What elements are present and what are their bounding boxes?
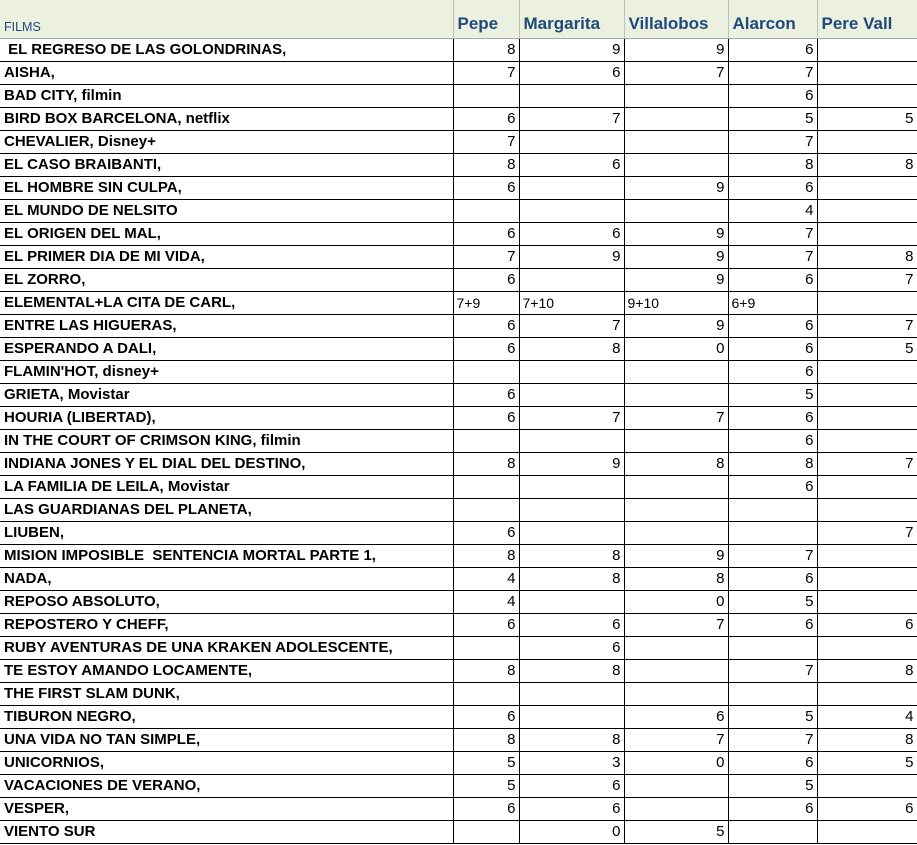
score-cell-villalobos[interactable] [624, 84, 728, 107]
header-cell-pere-vall[interactable]: Pere Vall [817, 0, 917, 38]
score-cell-alarcon[interactable]: 6 [728, 84, 817, 107]
table-row [0, 636, 917, 659]
score-cell-alarcon[interactable]: 7 [728, 728, 817, 751]
film-title-cell[interactable]: MISION IMPOSIBLE SENTENCIA MORTAL PARTE 1, [0, 544, 453, 567]
score-cell-pepe[interactable]: 6 [453, 613, 519, 636]
film-title-cell[interactable]: VIENTO SUR [0, 820, 453, 843]
score-cell-villalobos[interactable] [624, 107, 728, 130]
film-title-cell[interactable]: EL PRIMER DIA DE MI VIDA, [0, 245, 453, 268]
score-cell-alarcon[interactable]: 8 [728, 153, 817, 176]
score-cell-alarcon[interactable] [728, 521, 817, 544]
score-cell-pere-vall[interactable]: 8 [817, 728, 917, 751]
score-cell-villalobos[interactable] [624, 199, 728, 222]
score-cell-pere-vall[interactable] [817, 429, 917, 452]
table-row [0, 222, 917, 245]
score-cell-alarcon[interactable]: 6 [728, 268, 817, 291]
score-cell-villalobos[interactable]: 0 [624, 751, 728, 774]
score-cell-villalobos[interactable]: 0 [624, 590, 728, 613]
score-cell-pere-vall[interactable] [817, 84, 917, 107]
score-cell-alarcon[interactable]: 5 [728, 774, 817, 797]
header-cell-villalobos[interactable]: Villalobos [624, 0, 728, 38]
score-cell-margarita[interactable]: 7+10 [519, 291, 624, 314]
score-cell-pepe[interactable]: 6 [453, 314, 519, 337]
score-cell-pere-vall[interactable] [817, 406, 917, 429]
score-cell-pepe[interactable]: 6 [453, 222, 519, 245]
score-cell-margarita[interactable] [519, 590, 624, 613]
film-title-cell[interactable]: GRIETA, Movistar [0, 383, 453, 406]
score-cell-pere-vall[interactable] [817, 360, 917, 383]
score-cell-pere-vall[interactable] [817, 291, 917, 314]
table-row [0, 176, 917, 199]
table-row [0, 659, 917, 682]
score-cell-margarita[interactable] [519, 130, 624, 153]
score-cell-margarita[interactable] [519, 521, 624, 544]
table-row [0, 199, 917, 222]
score-cell-alarcon[interactable]: 6 [728, 360, 817, 383]
score-cell-margarita[interactable]: 7 [519, 314, 624, 337]
score-cell-pepe[interactable]: 6 [453, 107, 519, 130]
score-cell-villalobos[interactable]: 7 [624, 61, 728, 84]
score-cell-villalobos[interactable] [624, 774, 728, 797]
table-row [0, 521, 917, 544]
table-row [0, 567, 917, 590]
score-cell-pepe[interactable]: 6 [453, 797, 519, 820]
score-cell-alarcon[interactable] [728, 636, 817, 659]
table-row [0, 360, 917, 383]
score-cell-alarcon[interactable] [728, 682, 817, 705]
header-cell-margarita[interactable]: Margarita [519, 0, 624, 38]
score-cell-villalobos[interactable]: 8 [624, 452, 728, 475]
score-cell-pepe[interactable]: 6 [453, 383, 519, 406]
score-cell-pepe[interactable] [453, 475, 519, 498]
score-cell-pere-vall[interactable] [817, 498, 917, 521]
score-cell-pere-vall[interactable]: 7 [817, 521, 917, 544]
score-cell-margarita[interactable] [519, 84, 624, 107]
score-cell-pepe[interactable]: 7 [453, 130, 519, 153]
film-title-cell[interactable]: REPOSO ABSOLUTO, [0, 590, 453, 613]
score-cell-pere-vall[interactable] [817, 61, 917, 84]
score-cell-pere-vall[interactable]: 7 [817, 314, 917, 337]
table-row [0, 429, 917, 452]
score-cell-pepe[interactable] [453, 429, 519, 452]
score-cell-margarita[interactable]: 9 [519, 245, 624, 268]
header-cell-alarcon[interactable]: Alarcon [728, 0, 817, 38]
table-row [0, 774, 917, 797]
score-cell-villalobos[interactable] [624, 475, 728, 498]
table-row [0, 797, 917, 820]
score-cell-pepe[interactable]: 6 [453, 521, 519, 544]
score-cell-alarcon[interactable]: 6 [728, 314, 817, 337]
table-row [0, 38, 917, 61]
score-cell-villalobos[interactable] [624, 682, 728, 705]
score-cell-pepe[interactable]: 6 [453, 176, 519, 199]
score-cell-pepe[interactable]: 6 [453, 705, 519, 728]
score-cell-pere-vall[interactable]: 8 [817, 245, 917, 268]
score-cell-margarita[interactable]: 6 [519, 222, 624, 245]
table-row [0, 728, 917, 751]
score-cell-pere-vall[interactable] [817, 199, 917, 222]
score-cell-pere-vall[interactable]: 8 [817, 153, 917, 176]
score-cell-villalobos[interactable] [624, 797, 728, 820]
score-cell-villalobos[interactable]: 9+10 [624, 291, 728, 314]
score-cell-villalobos[interactable]: 9 [624, 222, 728, 245]
score-cell-villalobos[interactable]: 9 [624, 314, 728, 337]
score-cell-alarcon[interactable]: 6 [728, 797, 817, 820]
score-cell-alarcon[interactable]: 8 [728, 452, 817, 475]
score-cell-margarita[interactable]: 6 [519, 61, 624, 84]
score-cell-pepe[interactable] [453, 820, 519, 843]
score-cell-margarita[interactable]: 0 [519, 820, 624, 843]
score-cell-villalobos[interactable]: 6 [624, 705, 728, 728]
score-cell-alarcon[interactable]: 6 [728, 38, 817, 61]
film-title-cell[interactable]: CHEVALIER, Disney+ [0, 130, 453, 153]
score-cell-margarita[interactable]: 8 [519, 659, 624, 682]
score-cell-pepe[interactable] [453, 498, 519, 521]
score-cell-pepe[interactable]: 4 [453, 567, 519, 590]
score-cell-villalobos[interactable]: 7 [624, 613, 728, 636]
film-title-cell[interactable]: VESPER, [0, 797, 453, 820]
score-cell-alarcon[interactable]: 6 [728, 567, 817, 590]
table-row [0, 452, 917, 475]
table-row [0, 130, 917, 153]
table-row [0, 544, 917, 567]
score-cell-pere-vall[interactable] [817, 176, 917, 199]
score-cell-alarcon[interactable]: 7 [728, 659, 817, 682]
score-cell-pepe[interactable]: 7+9 [453, 291, 519, 314]
score-cell-pere-vall[interactable] [817, 383, 917, 406]
score-cell-margarita[interactable] [519, 682, 624, 705]
score-cell-pepe[interactable] [453, 84, 519, 107]
score-cell-margarita[interactable] [519, 475, 624, 498]
table-row [0, 475, 917, 498]
score-cell-alarcon[interactable]: 6 [728, 176, 817, 199]
score-cell-pere-vall[interactable] [817, 820, 917, 843]
film-title-cell[interactable]: LA FAMILIA DE LEILA, Movistar [0, 475, 453, 498]
score-cell-alarcon[interactable]: 7 [728, 544, 817, 567]
score-cell-pepe[interactable] [453, 636, 519, 659]
score-cell-villalobos[interactable]: 0 [624, 337, 728, 360]
score-cell-pepe[interactable]: 5 [453, 774, 519, 797]
score-cell-margarita[interactable]: 6 [519, 613, 624, 636]
score-cell-margarita[interactable]: 9 [519, 38, 624, 61]
score-cell-pepe[interactable]: 6 [453, 337, 519, 360]
header-row [0, 0, 917, 38]
score-cell-margarita[interactable]: 8 [519, 337, 624, 360]
table-row [0, 291, 917, 314]
score-cell-alarcon[interactable]: 6 [728, 751, 817, 774]
score-cell-villalobos[interactable]: 9 [624, 245, 728, 268]
film-title-cell[interactable]: EL CASO BRAIBANTI, [0, 153, 453, 176]
film-title-cell[interactable]: EL HOMBRE SIN CULPA, [0, 176, 453, 199]
score-cell-pere-vall[interactable]: 5 [817, 107, 917, 130]
score-cell-alarcon[interactable]: 4 [728, 199, 817, 222]
table-row [0, 337, 917, 360]
score-cell-villalobos[interactable] [624, 659, 728, 682]
score-cell-pepe[interactable]: 8 [453, 728, 519, 751]
film-title-cell[interactable]: IN THE COURT OF CRIMSON KING, filmin [0, 429, 453, 452]
score-cell-pepe[interactable]: 8 [453, 38, 519, 61]
score-cell-pepe[interactable]: 6 [453, 268, 519, 291]
film-title-cell[interactable]: INDIANA JONES Y EL DIAL DEL DESTINO, [0, 452, 453, 475]
score-cell-pere-vall[interactable] [817, 774, 917, 797]
score-cell-pepe[interactable]: 8 [453, 153, 519, 176]
score-cell-alarcon[interactable]: 6+9 [728, 291, 817, 314]
score-cell-pere-vall[interactable] [817, 38, 917, 61]
score-cell-margarita[interactable]: 6 [519, 636, 624, 659]
score-cell-villalobos[interactable] [624, 130, 728, 153]
score-cell-alarcon[interactable] [728, 820, 817, 843]
score-cell-margarita[interactable] [519, 498, 624, 521]
film-title-cell[interactable]: EL MUNDO DE NELSITO [0, 199, 453, 222]
score-cell-villalobos[interactable]: 9 [624, 38, 728, 61]
score-cell-alarcon[interactable]: 7 [728, 245, 817, 268]
table-row [0, 153, 917, 176]
table-row [0, 406, 917, 429]
score-cell-alarcon[interactable] [728, 498, 817, 521]
score-cell-pere-vall[interactable] [817, 475, 917, 498]
score-cell-pepe[interactable]: 7 [453, 245, 519, 268]
header-cell-pepe[interactable]: Pepe [453, 0, 519, 38]
score-cell-villalobos[interactable] [624, 153, 728, 176]
table-row [0, 682, 917, 705]
score-cell-margarita[interactable]: 7 [519, 406, 624, 429]
score-cell-villalobos[interactable] [624, 383, 728, 406]
film-title-cell[interactable]: ELEMENTAL+LA CITA DE CARL, [0, 291, 453, 314]
film-title-cell[interactable]: BIRD BOX BARCELONA, netflix [0, 107, 453, 130]
score-cell-margarita[interactable]: 3 [519, 751, 624, 774]
score-cell-alarcon[interactable]: 5 [728, 107, 817, 130]
score-cell-villalobos[interactable] [624, 498, 728, 521]
score-cell-alarcon[interactable]: 6 [728, 429, 817, 452]
score-cell-villalobos[interactable] [624, 429, 728, 452]
score-cell-pere-vall[interactable]: 7 [817, 268, 917, 291]
score-cell-alarcon[interactable]: 6 [728, 613, 817, 636]
film-title-cell[interactable]: UNICORNIOS, [0, 751, 453, 774]
score-cell-pere-vall[interactable] [817, 130, 917, 153]
score-cell-villalobos[interactable]: 9 [624, 268, 728, 291]
table-row [0, 268, 917, 291]
film-title-cell[interactable]: LIUBEN, [0, 521, 453, 544]
score-cell-alarcon[interactable]: 5 [728, 705, 817, 728]
film-title-cell[interactable]: THE FIRST SLAM DUNK, [0, 682, 453, 705]
score-cell-pere-vall[interactable]: 7 [817, 452, 917, 475]
table-row [0, 61, 917, 84]
score-cell-pere-vall[interactable]: 6 [817, 613, 917, 636]
film-title-cell[interactable]: VACACIONES DE VERANO, [0, 774, 453, 797]
score-cell-pepe[interactable]: 7 [453, 61, 519, 84]
score-cell-alarcon[interactable]: 6 [728, 337, 817, 360]
film-title-cell[interactable]: REPOSTERO Y CHEFF, [0, 613, 453, 636]
score-cell-margarita[interactable]: 6 [519, 797, 624, 820]
score-cell-villalobos[interactable]: 9 [624, 176, 728, 199]
score-cell-margarita[interactable] [519, 429, 624, 452]
score-cell-alarcon[interactable]: 6 [728, 475, 817, 498]
score-cell-pepe[interactable] [453, 360, 519, 383]
score-cell-pere-vall[interactable] [817, 590, 917, 613]
score-cell-pere-vall[interactable]: 6 [817, 797, 917, 820]
film-title-cell[interactable]: UNA VIDA NO TAN SIMPLE, [0, 728, 453, 751]
film-title-cell[interactable]: EL ORIGEN DEL MAL, [0, 222, 453, 245]
score-cell-alarcon[interactable]: 7 [728, 222, 817, 245]
score-cell-pepe[interactable]: 8 [453, 659, 519, 682]
score-cell-margarita[interactable] [519, 268, 624, 291]
score-cell-pepe[interactable]: 5 [453, 751, 519, 774]
score-cell-villalobos[interactable] [624, 360, 728, 383]
score-cell-margarita[interactable] [519, 360, 624, 383]
table-row [0, 590, 917, 613]
score-cell-margarita[interactable]: 8 [519, 544, 624, 567]
score-cell-villalobos[interactable]: 9 [624, 544, 728, 567]
table-row [0, 820, 917, 843]
score-cell-villalobos[interactable]: 8 [624, 567, 728, 590]
score-cell-villalobos[interactable] [624, 636, 728, 659]
score-cell-alarcon[interactable]: 5 [728, 590, 817, 613]
score-cell-margarita[interactable]: 6 [519, 774, 624, 797]
sheet-body [0, 38, 917, 843]
film-title-cell[interactable]: NADA, [0, 567, 453, 590]
score-cell-margarita[interactable] [519, 176, 624, 199]
score-cell-pepe[interactable]: 8 [453, 544, 519, 567]
score-cell-villalobos[interactable] [624, 521, 728, 544]
score-cell-villalobos[interactable]: 7 [624, 728, 728, 751]
film-title-cell[interactable]: EL REGRESO DE LAS GOLONDRINAS, [0, 38, 453, 61]
score-cell-margarita[interactable]: 8 [519, 567, 624, 590]
table-row [0, 314, 917, 337]
table-row [0, 383, 917, 406]
score-cell-pere-vall[interactable]: 5 [817, 337, 917, 360]
score-cell-alarcon[interactable]: 7 [728, 61, 817, 84]
score-cell-pere-vall[interactable]: 8 [817, 659, 917, 682]
film-title-cell[interactable]: ESPERANDO A DALI, [0, 337, 453, 360]
film-title-cell[interactable]: TIBURON NEGRO, [0, 705, 453, 728]
score-cell-pere-vall[interactable] [817, 544, 917, 567]
score-cell-margarita[interactable] [519, 705, 624, 728]
score-cell-margarita[interactable]: 6 [519, 153, 624, 176]
score-cell-alarcon[interactable]: 7 [728, 130, 817, 153]
film-title-cell[interactable]: AISHA, [0, 61, 453, 84]
table-row [0, 613, 917, 636]
score-cell-pere-vall[interactable] [817, 567, 917, 590]
header-cell-films[interactable]: FILMS [0, 0, 453, 38]
score-cell-alarcon[interactable]: 5 [728, 383, 817, 406]
film-title-cell[interactable]: RUBY AVENTURAS DE UNA KRAKEN ADOLESCENTE, [0, 636, 453, 659]
film-title-cell[interactable]: HOURIA (LIBERTAD), [0, 406, 453, 429]
score-cell-margarita[interactable] [519, 199, 624, 222]
score-cell-pere-vall[interactable]: 4 [817, 705, 917, 728]
score-cell-pere-vall[interactable] [817, 222, 917, 245]
score-cell-pere-vall[interactable] [817, 682, 917, 705]
score-cell-pepe[interactable] [453, 199, 519, 222]
table-row [0, 705, 917, 728]
score-cell-margarita[interactable]: 9 [519, 452, 624, 475]
score-cell-pepe[interactable] [453, 682, 519, 705]
score-cell-villalobos[interactable]: 7 [624, 406, 728, 429]
table-row [0, 498, 917, 521]
score-cell-margarita[interactable] [519, 383, 624, 406]
score-cell-alarcon[interactable]: 6 [728, 406, 817, 429]
table-row [0, 245, 917, 268]
table-row [0, 751, 917, 774]
film-title-cell[interactable]: EL ZORRO, [0, 268, 453, 291]
score-cell-pepe[interactable]: 4 [453, 590, 519, 613]
film-title-cell[interactable]: BAD CITY, filmin [0, 84, 453, 107]
score-cell-margarita[interactable]: 7 [519, 107, 624, 130]
table-row [0, 107, 917, 130]
film-title-cell[interactable]: TE ESTOY AMANDO LOCAMENTE, [0, 659, 453, 682]
score-cell-pere-vall[interactable] [817, 636, 917, 659]
table-row [0, 84, 917, 107]
film-title-cell[interactable]: LAS GUARDIANAS DEL PLANETA, [0, 498, 453, 521]
film-title-cell[interactable]: FLAMIN'HOT, disney+ [0, 360, 453, 383]
score-cell-pepe[interactable]: 8 [453, 452, 519, 475]
score-cell-pere-vall[interactable]: 5 [817, 751, 917, 774]
score-cell-villalobos[interactable]: 5 [624, 820, 728, 843]
score-cell-margarita[interactable]: 8 [519, 728, 624, 751]
film-title-cell[interactable]: ENTRE LAS HIGUERAS, [0, 314, 453, 337]
score-cell-pepe[interactable]: 6 [453, 406, 519, 429]
